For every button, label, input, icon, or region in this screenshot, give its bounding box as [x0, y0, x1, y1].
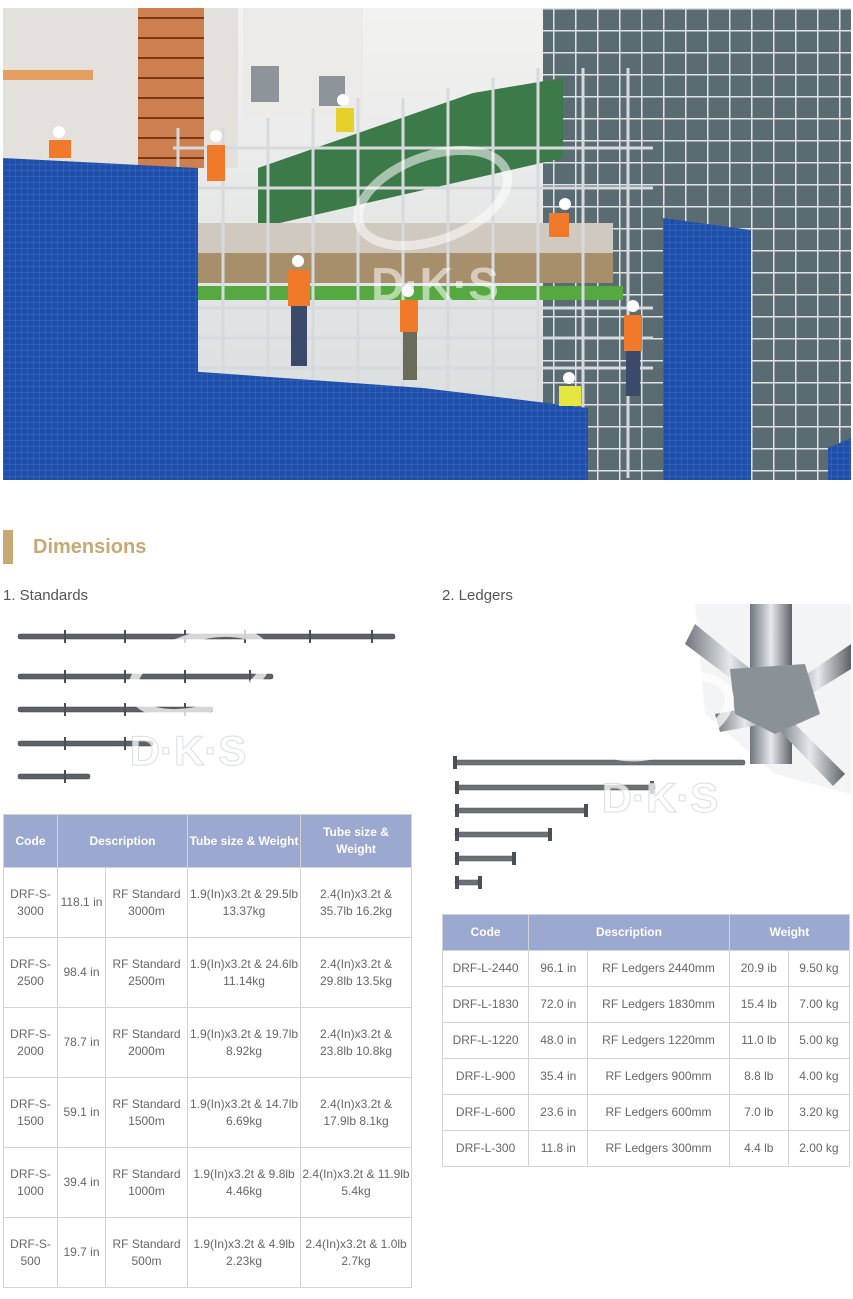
scaffolding-site-illustration [3, 8, 851, 480]
name-cell: RF Ledgers 900mm [588, 1059, 729, 1095]
hero-photo [3, 8, 851, 480]
dks-watermark-standards [122, 617, 277, 774]
ledgers-heading: 2. Ledgers [442, 587, 513, 604]
weight-kg-cell: 9.50 kg [788, 951, 849, 987]
weight-lb-cell: 20.9 ib [729, 951, 788, 987]
ledgers-watermark-text: D·K·S [601, 774, 719, 821]
table-row [4, 1218, 412, 1288]
standards-table [3, 814, 412, 1288]
table-row [4, 1148, 412, 1218]
length-cell: 59.1 in [58, 1078, 106, 1148]
standards-product-image [10, 610, 410, 795]
name-cell: RF Ledgers 1830mm [588, 987, 729, 1023]
col-description: Description [58, 815, 188, 868]
weight-lb-cell: 8.8 lb [729, 1059, 788, 1095]
code-cell: DRF-L-1830 [443, 987, 529, 1023]
ledgers-product-image [445, 604, 851, 894]
name-cell: RF Ledgers 2440mm [588, 951, 729, 987]
length-cell: 72.0 in [529, 987, 588, 1023]
name-cell: RF Standard 1500m [106, 1078, 188, 1148]
code-cell: DRF-L-1220 [443, 1023, 529, 1059]
table-row [4, 868, 412, 938]
dimensions-heading [3, 530, 146, 564]
weight-lb-cell: 7.0 lb [729, 1095, 788, 1131]
tube2-cell: 2.4(In)x3.2t & 29.8lb 13.5kg [301, 938, 412, 1008]
tube2-cell: 2.4(In)x3.2t & 11.9lb 5.4kg [301, 1148, 412, 1218]
tube2-cell: 2.4(In)x3.2t & 35.7lb 16.2kg [301, 868, 412, 938]
code-cell: DRF-L-2440 [443, 951, 529, 987]
tube1-cell: 1.9(In)x3.2t & 19.7lb 8.92kg [188, 1008, 301, 1078]
code-cell: DRF-S-3000 [4, 868, 58, 938]
code-cell: DRF-L-900 [443, 1059, 529, 1095]
table-row [4, 1078, 412, 1148]
name-cell: RF Ledgers 1220mm [588, 1023, 729, 1059]
name-cell: RF Standard 500m [106, 1218, 188, 1288]
tube2-cell: 2.4(In)x3.2t & 23.8lb 10.8kg [301, 1008, 412, 1078]
ledgers-table [442, 914, 850, 1167]
table-row [443, 951, 850, 987]
standards-heading: 1. Standards [3, 587, 89, 604]
standards-header-row [4, 815, 412, 868]
tube1-cell: 1.9(In)x3.2t & 29.5lb 13.37kg [188, 868, 301, 938]
weight-lb-cell: 4.4 lb [729, 1131, 788, 1167]
table-row [443, 1131, 850, 1167]
dimensions-title: Dimensions [33, 535, 147, 558]
col-tube-size-2: Tube size & Weight [301, 815, 412, 868]
tube2-cell: 2.4(In)x3.2t & 1.0lb 2.7kg [301, 1218, 412, 1288]
col-code: Code [443, 915, 529, 951]
name-cell: RF Ledgers 300mm [588, 1131, 729, 1167]
heading-accent-bar [3, 530, 13, 564]
name-cell: RF Standard 2000m [106, 1008, 188, 1078]
code-cell: DRF-S-1000 [4, 1148, 58, 1218]
code-cell: DRF-L-300 [443, 1131, 529, 1167]
tube1-cell: 1.9(In)x3.2t & 14.7lb 6.69kg [188, 1078, 301, 1148]
table-row [443, 1095, 850, 1131]
length-cell: 48.0 in [529, 1023, 588, 1059]
ledgers-header-row [443, 915, 850, 951]
table-row [4, 938, 412, 1008]
weight-kg-cell: 4.00 kg [788, 1059, 849, 1095]
code-cell: DRF-S-500 [4, 1218, 58, 1288]
code-cell: DRF-S-2000 [4, 1008, 58, 1078]
table-row [443, 1023, 850, 1059]
length-cell: 96.1 in [529, 951, 588, 987]
tube1-cell: 1.9(In)x3.2t & 24.6lb 11.14kg [188, 938, 301, 1008]
weight-lb-cell: 11.0 lb [729, 1023, 788, 1059]
weight-kg-cell: 3.20 kg [788, 1095, 849, 1131]
hero-watermark-text: D·K·S [371, 258, 499, 310]
name-cell: RF Standard 2500m [106, 938, 188, 1008]
col-tube-size-1: Tube size & Weight [188, 815, 301, 868]
table-row [4, 1008, 412, 1078]
length-cell: 118.1 in [58, 868, 106, 938]
code-cell: DRF-S-2500 [4, 938, 58, 1008]
table-row [443, 1059, 850, 1095]
weight-kg-cell: 2.00 kg [788, 1131, 849, 1167]
col-description: Description [529, 915, 729, 951]
code-cell: DRF-L-600 [443, 1095, 529, 1131]
tube2-cell: 2.4(In)x3.2t & 17.9lb 8.1kg [301, 1078, 412, 1148]
col-code: Code [4, 815, 58, 868]
weight-kg-cell: 7.00 kg [788, 987, 849, 1023]
length-cell: 11.8 in [529, 1131, 588, 1167]
weight-kg-cell: 5.00 kg [788, 1023, 849, 1059]
dks-watermark-ledgers [580, 660, 739, 821]
standards-watermark-text: D·K·S [129, 727, 247, 774]
table-row [443, 987, 850, 1023]
length-cell: 39.4 in [58, 1148, 106, 1218]
length-cell: 19.7 in [58, 1218, 106, 1288]
length-cell: 98.4 in [58, 938, 106, 1008]
length-cell: 78.7 in [58, 1008, 106, 1078]
name-cell: RF Standard 3000m [106, 868, 188, 938]
code-cell: DRF-S-1500 [4, 1078, 58, 1148]
name-cell: RF Standard 1000m [106, 1148, 188, 1218]
weight-lb-cell: 15.4 lb [729, 987, 788, 1023]
name-cell: RF Ledgers 600mm [588, 1095, 729, 1131]
tube1-cell: 1.9(In)x3.2t & 9.8lb 4.46kg [188, 1148, 301, 1218]
col-weight: Weight [729, 915, 849, 951]
length-cell: 35.4 in [529, 1059, 588, 1095]
tube1-cell: 1.9(In)x3.2t & 4.9lb 2.23kg [188, 1218, 301, 1288]
length-cell: 23.6 in [529, 1095, 588, 1131]
